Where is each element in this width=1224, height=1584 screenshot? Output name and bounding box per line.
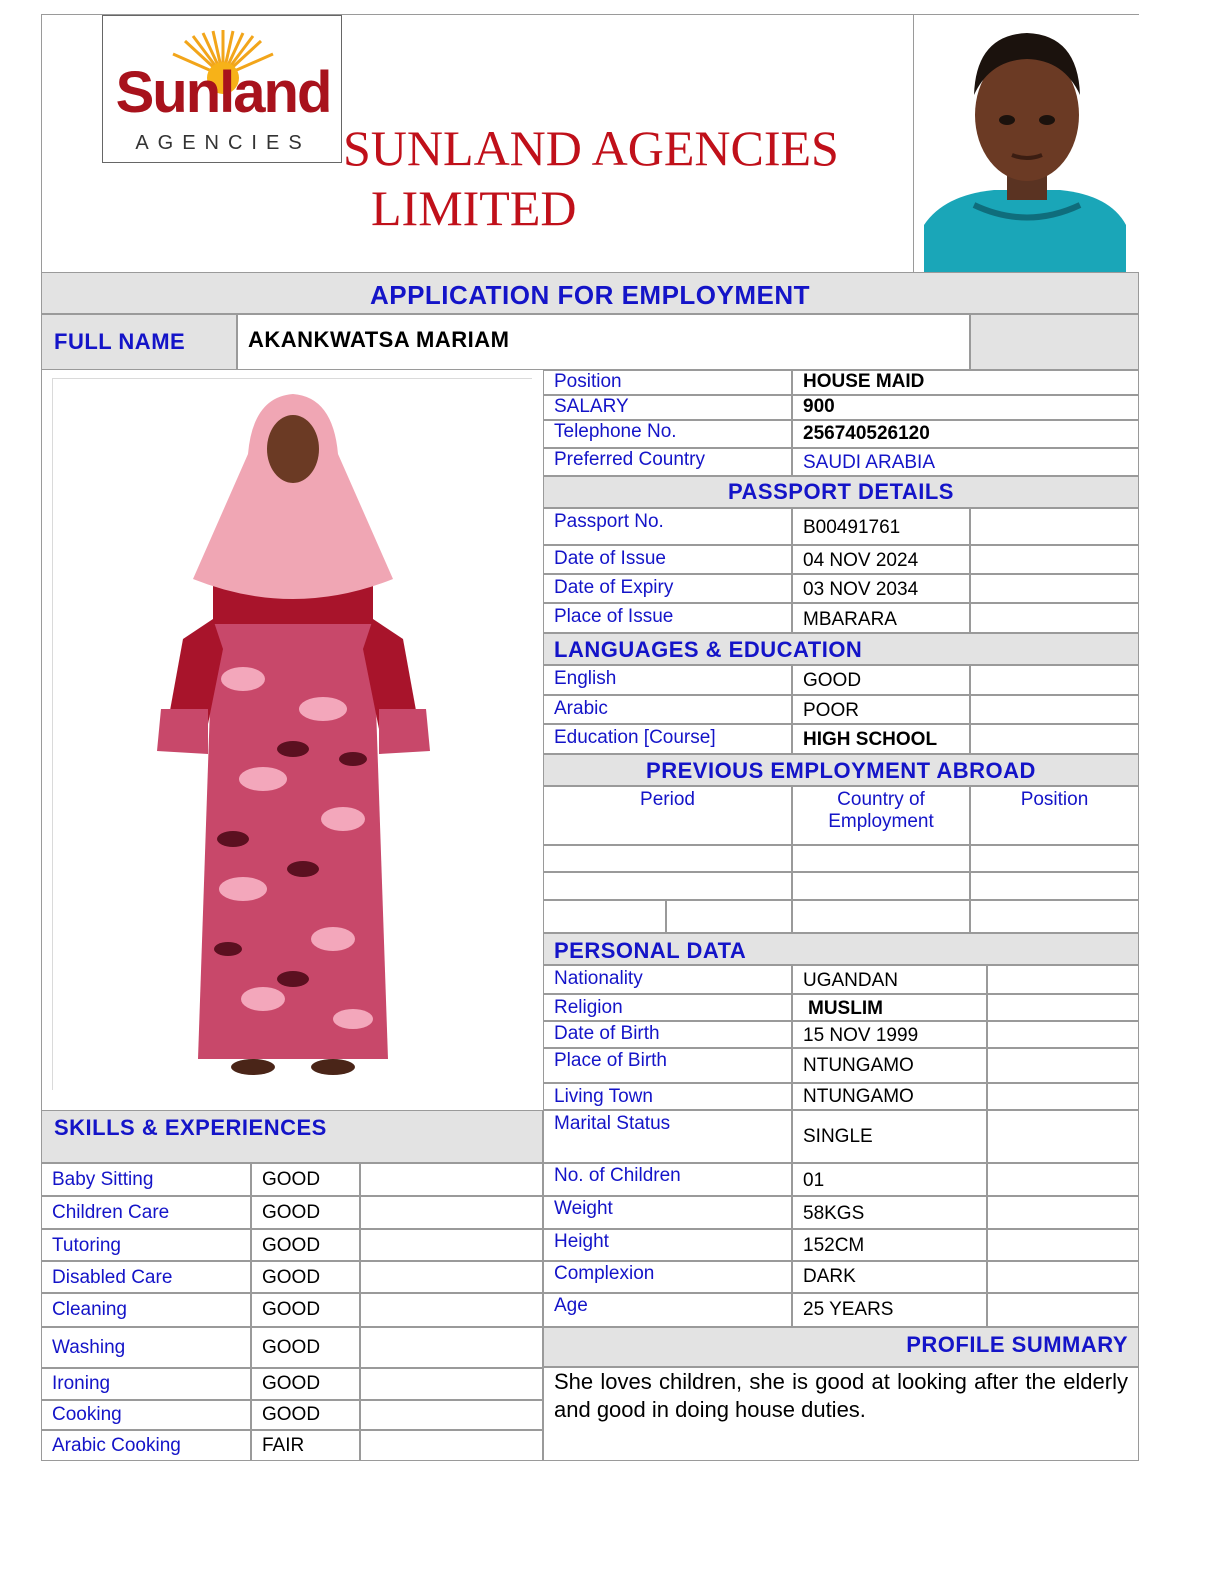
passport-value: 03 NOV 2034 xyxy=(803,579,919,600)
personal-value: NTUNGAMO xyxy=(803,1086,914,1107)
previous-row-cell xyxy=(666,900,792,933)
personal-row-value xyxy=(792,1021,987,1048)
skill-value: GOOD xyxy=(262,1337,321,1358)
skill-row-label xyxy=(41,1163,251,1196)
passport-row-value xyxy=(792,574,970,603)
language-label: Education [Course] xyxy=(554,727,716,748)
skill-value: GOOD xyxy=(262,1235,321,1256)
profile-summary-header xyxy=(543,1327,1139,1367)
language-value: HIGH SCHOOL xyxy=(803,729,938,750)
personal-row-label xyxy=(543,1163,792,1196)
full-name-value-cell xyxy=(237,314,970,370)
education-value-cell xyxy=(792,724,970,754)
personal-row-blank xyxy=(987,1110,1139,1163)
previous-employment-title: PREVIOUS EMPLOYMENT ABROAD xyxy=(646,758,1036,783)
personal-row-label xyxy=(543,965,792,994)
personal-label: Marital Status xyxy=(554,1113,671,1134)
passport-row-label xyxy=(543,545,792,574)
language-label: English xyxy=(554,668,617,689)
company-name-line1: SUNLAND AGENCIES xyxy=(343,120,839,176)
previous-row-cell xyxy=(543,845,792,872)
skill-value: GOOD xyxy=(262,1202,321,1223)
personal-row-value xyxy=(792,994,987,1021)
skill-row-blank xyxy=(360,1400,543,1430)
personal-row-label xyxy=(543,1048,792,1083)
job-label: SALARY xyxy=(554,396,629,417)
skill-row-value xyxy=(251,1327,360,1368)
language-label: Arabic xyxy=(554,698,608,719)
skill-row-value xyxy=(251,1400,360,1430)
passport-row-label xyxy=(543,603,792,633)
full-name-value: AKANKWATSA MARIAM xyxy=(248,327,510,352)
skill-row-label xyxy=(41,1261,251,1293)
personal-row-value xyxy=(792,1110,987,1163)
skill-label: Washing xyxy=(52,1337,126,1358)
personal-data-title: PERSONAL DATA xyxy=(554,938,747,963)
personal-row-label xyxy=(543,1261,792,1293)
personal-label: Height xyxy=(554,1231,609,1252)
previous-row-cell xyxy=(792,845,970,872)
personal-value: NTUNGAMO xyxy=(803,1055,914,1076)
skill-row-label xyxy=(41,1400,251,1430)
company-logo xyxy=(102,15,342,163)
personal-label: Date of Birth xyxy=(554,1023,660,1044)
personal-label: Weight xyxy=(554,1198,613,1219)
personal-data-header xyxy=(543,933,1139,965)
telephone-label-cell xyxy=(543,420,792,448)
passport-row-blank xyxy=(970,603,1139,633)
language-row-label xyxy=(543,665,792,695)
position-label-cell xyxy=(543,370,792,395)
full-body-photo xyxy=(52,378,532,1090)
job-label: Telephone No. xyxy=(554,421,677,442)
passport-row-label xyxy=(543,574,792,603)
personal-label: Complexion xyxy=(554,1263,655,1284)
skill-row-label xyxy=(41,1327,251,1368)
full-name-blank-cell xyxy=(970,314,1139,370)
position-value-cell xyxy=(792,370,1139,395)
personal-row-label xyxy=(543,1083,792,1110)
job-value: SAUDI ARABIA xyxy=(803,452,935,473)
skill-row-blank xyxy=(360,1430,543,1461)
passport-value: B00491761 xyxy=(803,517,901,538)
telephone-value-cell xyxy=(792,420,1139,448)
education-label-cell xyxy=(543,724,792,754)
country-column-label: Country of Employment xyxy=(828,789,934,832)
country-column-header xyxy=(792,786,970,845)
passport-photo xyxy=(913,14,1139,272)
personal-label: Nationality xyxy=(554,968,643,989)
skill-value: FAIR xyxy=(262,1435,305,1456)
skill-row-label xyxy=(41,1229,251,1261)
skill-row-blank xyxy=(360,1163,543,1196)
period-column-header xyxy=(543,786,792,845)
passport-header xyxy=(543,476,1139,508)
skill-row-value xyxy=(251,1261,360,1293)
position-column-label: Position xyxy=(1020,789,1089,810)
personal-row-blank xyxy=(987,1261,1139,1293)
languages-title: LANGUAGES & EDUCATION xyxy=(554,637,863,662)
personal-value: UGANDAN xyxy=(803,970,899,991)
personal-row-label xyxy=(543,994,792,1021)
skills-title: SKILLS & EXPERIENCES xyxy=(54,1115,327,1140)
skill-label: Children Care xyxy=(52,1202,170,1223)
personal-label: Place of Birth xyxy=(554,1050,667,1071)
personal-row-value xyxy=(792,1083,987,1110)
personal-label: Living Town xyxy=(554,1086,653,1107)
salary-value-cell xyxy=(792,395,1139,420)
passport-row-value xyxy=(792,508,970,545)
skill-row-value xyxy=(251,1430,360,1461)
personal-value: MUSLIM xyxy=(808,998,883,1019)
previous-row-cell xyxy=(792,872,970,900)
skill-row-value xyxy=(251,1229,360,1261)
skill-row-blank xyxy=(360,1368,543,1400)
skill-row-label xyxy=(41,1368,251,1400)
skill-row-value xyxy=(251,1368,360,1400)
personal-value: 01 xyxy=(803,1170,825,1191)
skill-row-blank xyxy=(360,1261,543,1293)
company-name xyxy=(343,118,903,238)
full-body-photo-icon xyxy=(53,379,533,1091)
job-label: Position xyxy=(554,371,622,392)
language-row-value xyxy=(792,695,970,724)
previous-row-cell xyxy=(543,872,792,900)
salary-label-cell xyxy=(543,395,792,420)
language-row-blank xyxy=(970,695,1139,724)
skill-row-value xyxy=(251,1196,360,1229)
skill-value: GOOD xyxy=(262,1404,321,1425)
personal-label: No. of Children xyxy=(554,1165,681,1186)
personal-row-blank xyxy=(987,1196,1139,1229)
personal-value: SINGLE xyxy=(803,1126,873,1147)
passport-label: Passport No. xyxy=(554,511,664,532)
personal-row-blank xyxy=(987,1229,1139,1261)
personal-row-value xyxy=(792,1229,987,1261)
logo-subtitle: AGENCIES xyxy=(135,132,311,154)
skill-label: Ironing xyxy=(52,1373,111,1394)
personal-value: 152CM xyxy=(803,1235,865,1256)
language-row-blank xyxy=(970,665,1139,695)
skill-label: Cleaning xyxy=(52,1299,127,1320)
personal-value: 58KGS xyxy=(803,1203,865,1224)
job-value: HOUSE MAID xyxy=(803,371,925,392)
form-title: APPLICATION FOR EMPLOYMENT xyxy=(369,280,811,310)
personal-value: 25 YEARS xyxy=(803,1299,894,1320)
job-label: Preferred Country xyxy=(554,449,706,470)
personal-row-blank xyxy=(987,994,1139,1021)
personal-row-label xyxy=(543,1229,792,1261)
skill-row-blank xyxy=(360,1293,543,1327)
skill-row-label xyxy=(41,1293,251,1327)
period-column-label: Period xyxy=(640,789,695,810)
skill-row-value xyxy=(251,1293,360,1327)
personal-value: DARK xyxy=(803,1266,856,1287)
languages-header xyxy=(543,633,1139,665)
personal-row-value xyxy=(792,1261,987,1293)
profile-summary-title: PROFILE SUMMARY xyxy=(906,1332,1128,1357)
personal-row-label xyxy=(543,1293,792,1327)
preferred-country-value-cell xyxy=(792,448,1139,476)
preferred-country-label-cell xyxy=(543,448,792,476)
skill-row-blank xyxy=(360,1196,543,1229)
previous-row-cell xyxy=(970,900,1139,933)
previous-row-cell xyxy=(970,845,1139,872)
skill-value: GOOD xyxy=(262,1299,321,1320)
logo-wordmark: Sunland xyxy=(115,60,331,125)
personal-row-label xyxy=(543,1021,792,1048)
passport-label: Date of Expiry xyxy=(554,577,674,598)
full-name-label: FULL NAME xyxy=(54,329,186,354)
passport-value: 04 NOV 2024 xyxy=(803,550,919,571)
skills-header xyxy=(41,1110,543,1163)
passport-row-label xyxy=(543,508,792,545)
passport-row-blank xyxy=(970,508,1139,545)
skill-value: GOOD xyxy=(262,1267,321,1288)
previous-row-cell xyxy=(970,872,1139,900)
skill-label: Baby Sitting xyxy=(52,1169,154,1190)
job-value: 256740526120 xyxy=(803,423,930,444)
language-value: GOOD xyxy=(803,670,862,691)
passport-title: PASSPORT DETAILS xyxy=(728,479,954,504)
personal-row-value xyxy=(792,1163,987,1196)
personal-row-label xyxy=(543,1196,792,1229)
skill-row-value xyxy=(251,1163,360,1196)
personal-row-blank xyxy=(987,965,1139,994)
passport-row-blank xyxy=(970,545,1139,574)
form-title-bar xyxy=(41,272,1139,314)
previous-row-cell xyxy=(543,900,666,933)
language-row-blank xyxy=(970,724,1139,754)
personal-row-blank xyxy=(987,1048,1139,1083)
skill-row-label xyxy=(41,1430,251,1461)
personal-row-value xyxy=(792,1196,987,1229)
full-name-label-cell xyxy=(41,314,237,370)
language-row-label xyxy=(543,695,792,724)
passport-value: MBARARA xyxy=(803,609,897,630)
personal-label: Religion xyxy=(554,997,623,1018)
position-column-header xyxy=(970,786,1139,845)
previous-employment-header xyxy=(543,754,1139,786)
language-value: POOR xyxy=(803,700,859,721)
personal-label: Age xyxy=(554,1295,588,1316)
passport-label: Place of Issue xyxy=(554,606,674,627)
personal-row-value xyxy=(792,1293,987,1327)
personal-row-value xyxy=(792,1048,987,1083)
skill-label: Arabic Cooking xyxy=(52,1435,181,1456)
company-name-line2: LIMITED xyxy=(371,180,577,236)
profile-summary-text: She loves children, she is good at looking after the elderly and good in doing house duties. xyxy=(554,1369,1128,1422)
job-value: 900 xyxy=(803,396,835,417)
skill-value: GOOD xyxy=(262,1373,321,1394)
passport-row-value xyxy=(792,545,970,574)
skill-value: GOOD xyxy=(262,1169,321,1190)
skill-row-label xyxy=(41,1196,251,1229)
language-row-value xyxy=(792,665,970,695)
passport-label: Date of Issue xyxy=(554,548,666,569)
personal-row-blank xyxy=(987,1163,1139,1196)
personal-row-blank xyxy=(987,1293,1139,1327)
passport-row-blank xyxy=(970,574,1139,603)
personal-row-blank xyxy=(987,1083,1139,1110)
skill-label: Tutoring xyxy=(52,1235,121,1256)
portrait-photo-icon xyxy=(914,15,1140,273)
skill-label: Cooking xyxy=(52,1404,122,1425)
previous-row-cell xyxy=(792,900,970,933)
personal-row-label xyxy=(543,1110,792,1163)
personal-row-blank xyxy=(987,1021,1139,1048)
skill-row-blank xyxy=(360,1327,543,1368)
skill-label: Disabled Care xyxy=(52,1267,173,1288)
personal-value: 15 NOV 1999 xyxy=(803,1025,919,1046)
skill-row-blank xyxy=(360,1229,543,1261)
passport-row-value xyxy=(792,603,970,633)
personal-row-value xyxy=(792,965,987,994)
